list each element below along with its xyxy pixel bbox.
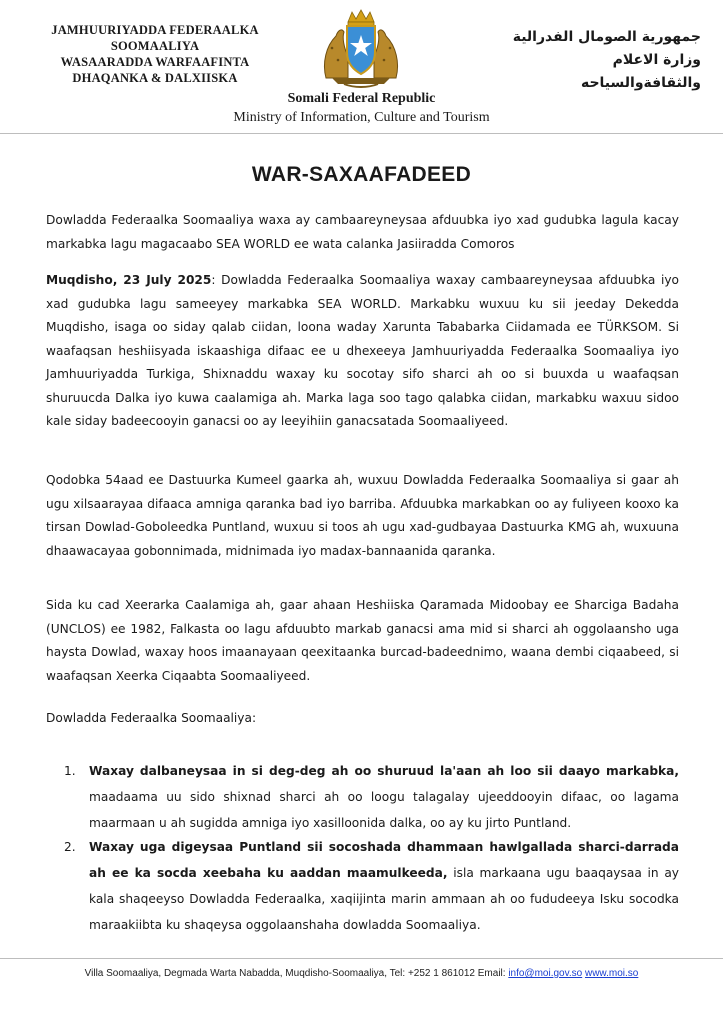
header-right-line-1: جمهورية الصومال الفدرالية xyxy=(512,29,701,45)
paragraph-1-text: : Dowladda Federaalka Soomaaliya waxay cambaareyneysaa afduubka iyo xad gudubka lagu sameeyey markabka SEA WORLD. Markabku wuxuu ku sii jeeday Dekedda Muqdisho, isaga oo siday qalab ciidan, loona waday Xarunta Tababarka Ciidamada ee TÜRKSOM. Si waafaqsan heshiisyada iskaashiga difaac ee u dhexeeya Jamhuuriyadda Federaalka Soomaaliya iyo Jamhuuriyadda Turkiga, Shixnaddu waxay ku socotay sifo sharci ah oo si buuxda u waafaqsan shuruucda Dalka iyo kuwa caalamiga ah. Marka laga soo tago qalabka ciidan, markabku waxuu sidoo kale siday badeecooyin ganacsi oo ay leeyihiin ganacsatada Soomaaliyeed. xyxy=(46,273,680,428)
footer-divider xyxy=(0,958,723,959)
header-left-line-2: SOOMAALIYA xyxy=(110,39,200,53)
header-right-line-3: والثقافةوالسياحه xyxy=(580,75,701,91)
republic-name: Somali Federal Republic xyxy=(287,91,436,106)
ministry-name: Ministry of Information, Culture and Tourism xyxy=(233,110,490,125)
list-item-2-text: isla markaana ugu baaqaysaa in ay kala shaqeeyso Dowladda Federaalka, xaqiijinta marin ammaan ah oo fududeeya Isku socodka maraakiibta ku shaqeysa oggolaanshaha dowladda Soomaaliya. xyxy=(89,866,680,932)
header-right-arabic xyxy=(461,26,701,95)
footer-email-link[interactable]: info@moi.gov.so xyxy=(508,968,583,979)
header-left-line-4: DHAQANKA & DALXIISKA xyxy=(72,71,238,85)
subtitle-paragraph: Dowladda Federaalka Soomaaliya waxa ay cambaareyneysaa afduubka iyo xad gudubka lagula kacay markabka lagu magacaabo SEA WORLD ee wata calanka Jasiiradda Comoros xyxy=(46,213,679,251)
header-left-line-3: WASAARADDA WARFAAFINTA xyxy=(60,55,250,69)
list-item-2 xyxy=(89,834,679,938)
list-item-2-number: 2. xyxy=(64,840,76,854)
list-item-1 xyxy=(89,758,679,836)
footer-website-link[interactable]: www.moi.so xyxy=(584,968,639,979)
header-left-somali xyxy=(30,22,280,86)
document-title: WAR-SAXAAFADEED xyxy=(251,163,472,186)
paragraph-1 xyxy=(46,269,679,434)
paragraph-3: Sida ku cad Xeerarka Caalamiga ah, gaar ahaan Heshiiska Qaramada Midoobay ee Sharciga Badaha (UNCLOS) ee 1982, Falkasta oo lagu afduubto markab ganacsi ama mid si sharci ah oggolaansho uga haysta Dowlad, waxay hoos imaanayaan qeexitaanka burcad-badeednimo, waana dembi ciqaabeed, si waafaqsan Xeerka Ciqaabta Soomaaliyeed. xyxy=(46,598,679,683)
dateline: Muqdisho, 23 July 2025 xyxy=(46,273,212,287)
footer-address: Villa Soomaaliya, Degmada Warta Nabadda, Muqdisho-Soomaaliya, Tel: +252 1 861012 Email: xyxy=(84,968,509,979)
header-divider xyxy=(0,133,723,134)
list-item-1-text: maadaama uu sido shixnad sharci ah oo loogu talagalay ujeeddooyin difaac, oo lagama maarmaan u ah sugidda amniga iyo xasilloonida dalka, oo ay ku jirto Puntland. xyxy=(89,790,679,830)
header-left-line-1: JAMHUURIYADDA FEDERAALKA xyxy=(51,23,259,37)
footer xyxy=(0,968,723,979)
list-item-1-number: 1. xyxy=(64,764,76,778)
list-item-1-bold: Waxay dalbaneysaa in si deg-deg ah oo shuruud la'aan ah loo sii daayo markabka, xyxy=(89,764,679,778)
somalia-coat-of-arms-icon xyxy=(318,8,404,90)
list-item-2-bold: Waxay uga digeysaa Puntland sii socoshada dhammaan hawlgallada sharci-darrada ah ee ka socda xeebaha ku aaddan maamulkeeda, xyxy=(89,840,679,880)
header-right-line-2: وزارة الاعلام xyxy=(612,52,701,68)
paragraph-4: Dowladda Federaalka Soomaaliya: xyxy=(46,711,257,725)
paragraph-2: Qodobka 54aad ee Dastuurka Kumeel gaarka ah, wuxuu Dowladda Federaalka Soomaaliya si gaar ah ugu xilsaarayaa difaaca amniga qaranka bad iyo barriba. Afduubka markabkan oo ay fuliyeen kooxo ka tirsan Dowlad-Goboleedka Puntland, wuxuu si toos ah ugu xad-gudbayaa Dastuurka KMG ah, wuxuuna dhaawacayaa gobonnimada, midnimada iyo madax-bannaanida qaranka. xyxy=(46,473,679,558)
